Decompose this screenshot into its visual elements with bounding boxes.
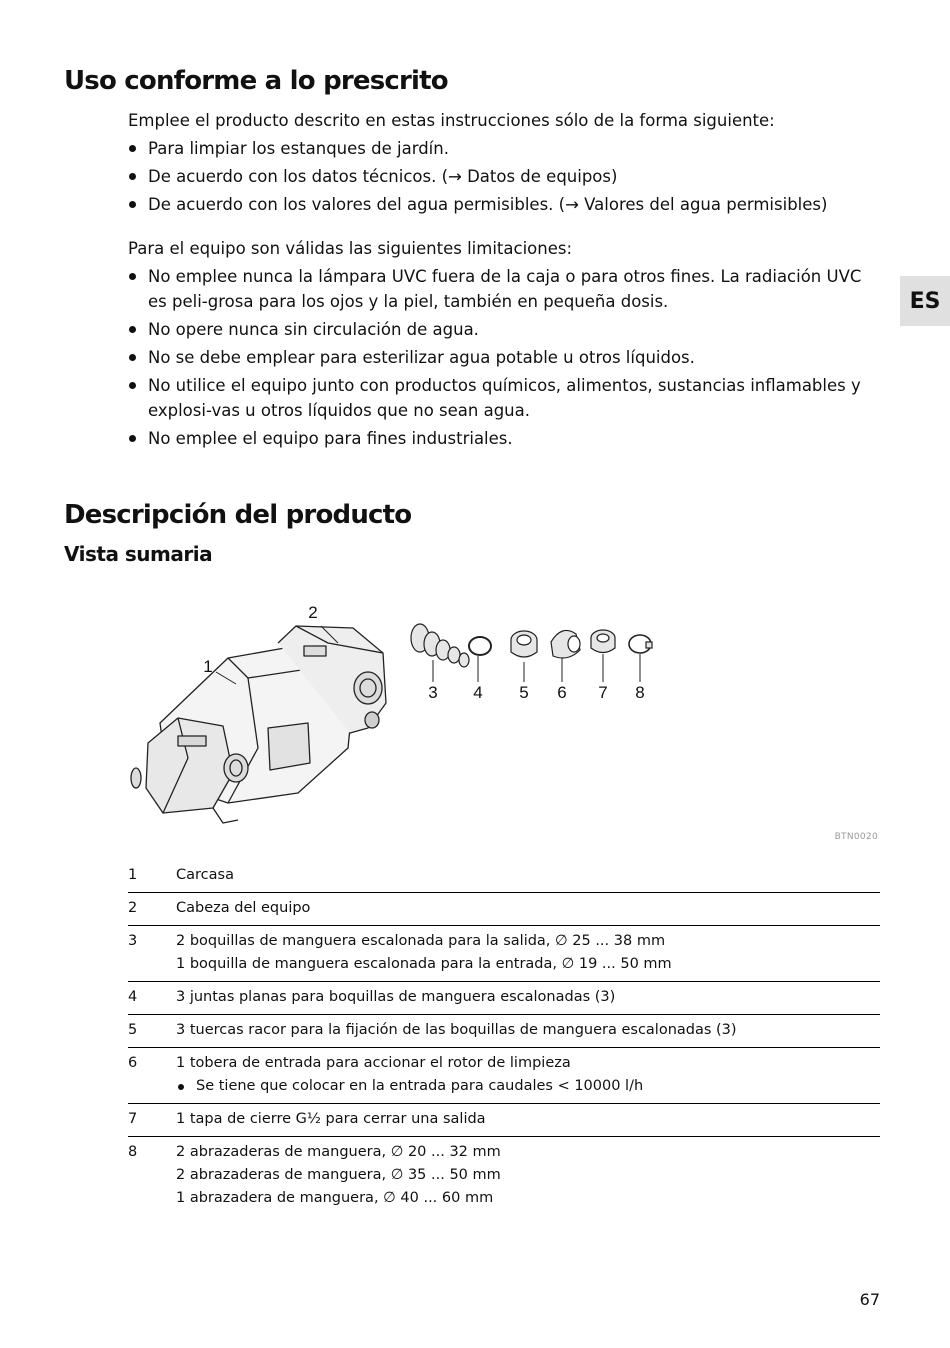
- subsection-title-overview: Vista sumaria: [64, 542, 213, 566]
- bullet-icon: [129, 145, 136, 152]
- table-row: [128, 860, 880, 893]
- part-number: 7: [128, 1104, 176, 1137]
- sealing-cap-icon: [591, 630, 615, 653]
- table-row: [128, 1015, 880, 1048]
- callout-3: 3: [428, 683, 438, 702]
- part-description: Carcasa: [176, 867, 234, 883]
- part-description: 3 juntas planas para boquillas de manguera escalonadas (3): [176, 982, 880, 1015]
- table-row: [128, 1048, 880, 1104]
- limitations-intro: Para el equipo son válidas las siguientes limitaciones:: [128, 239, 573, 258]
- callout-1: 1: [203, 657, 213, 676]
- callout-7: 7: [598, 683, 608, 702]
- bullet-icon: [129, 435, 136, 442]
- inlet-nozzle-icon: [551, 630, 580, 658]
- page-number: 67: [859, 1290, 880, 1309]
- callout-4: 4: [473, 683, 483, 702]
- callout-5: 5: [519, 683, 529, 702]
- language-tab: ES: [900, 276, 950, 326]
- intended-use-list: [128, 136, 880, 217]
- parts-table: [128, 860, 880, 1215]
- product-overview-figure: [128, 598, 668, 834]
- stepped-hose-nozzle-icon: [411, 624, 469, 667]
- callout-2: 2: [308, 603, 318, 622]
- bullet-icon: [129, 382, 136, 389]
- intended-use-intro: Emplee el producto descrito en estas instrucciones sólo de la forma siguiente:: [128, 111, 775, 130]
- section-title-product-description: Descripción del producto: [64, 500, 412, 530]
- bullet-icon: [129, 326, 136, 333]
- part-number: 1: [128, 867, 138, 883]
- union-nut-icon: [511, 631, 537, 657]
- figure-code: BTN0020: [834, 832, 878, 842]
- part-number: 8: [128, 1137, 176, 1216]
- part-description: 1 tobera de entrada para accionar el rotor de limpieza Se tiene que colocar en la entrada para caudales < 10000 l/h: [176, 1048, 880, 1104]
- callout-6: 6: [557, 683, 567, 702]
- bullet-icon: [129, 354, 136, 361]
- bullet-icon: [129, 173, 136, 180]
- table-row: [128, 893, 880, 926]
- part-number: 3: [128, 926, 176, 982]
- list-item: No opere nunca sin circulación de agua.: [128, 317, 880, 342]
- table-row: [128, 982, 880, 1015]
- part-description: 2 boquillas de manguera escalonada para la salida, ∅ 25 ... 38 mm 1 boquilla de manguera escalonada para la entrada, ∅ 19 ... 50 mm: [176, 926, 880, 982]
- device-illustration: [131, 626, 386, 823]
- list-item: Para limpiar los estanques de jardín.: [128, 136, 880, 161]
- hose-clamp-icon: [629, 635, 652, 653]
- table-row: [128, 1104, 880, 1137]
- part-number: 2: [128, 893, 176, 926]
- flat-seal-icon: [469, 637, 491, 655]
- table-row: [128, 926, 880, 982]
- section-title-intended-use: Uso conforme a lo prescrito: [64, 66, 448, 96]
- bullet-icon: [129, 201, 136, 208]
- part-description: Cabeza del equipo: [176, 893, 880, 926]
- list-item: No emplee nunca la lámpara UVC fuera de la caja o para otros fines. La radiación UVC es peli-grosa para los ojos y la piel, también en pequeña dosis.: [128, 264, 880, 314]
- list-item: De acuerdo con los valores del agua permisibles. (→ Valores del agua permisibles): [128, 192, 880, 217]
- part-number: 6: [128, 1048, 176, 1104]
- callout-8: 8: [635, 683, 645, 702]
- list-item: No utilice el equipo junto con productos químicos, alimentos, sustancias inflamables y explosi-vas u otros líquidos que no sean agua.: [128, 373, 880, 423]
- part-description: 1 tapa de cierre G½ para cerrar una salida: [176, 1104, 880, 1137]
- bullet-icon: [129, 273, 136, 280]
- limitations-list: [128, 264, 880, 451]
- part-number: 5: [128, 1015, 176, 1048]
- list-item: De acuerdo con los datos técnicos. (→ Datos de equipos): [128, 164, 880, 189]
- list-item: No emplee el equipo para fines industriales.: [128, 426, 880, 451]
- list-item: No se debe emplear para esterilizar agua potable u otros líquidos.: [128, 345, 880, 370]
- bullet-icon: [178, 1084, 184, 1090]
- part-description: 3 tuercas racor para la fijación de las boquillas de manguera escalonadas (3): [176, 1015, 880, 1048]
- part-description: 2 abrazaderas de manguera, ∅ 20 ... 32 mm 2 abrazaderas de manguera, ∅ 35 ... 50 mm 1 abrazadera de manguera, ∅ 40 ... 60 mm: [176, 1137, 880, 1216]
- accessories-illustration: [411, 624, 652, 667]
- part-number: 4: [128, 982, 176, 1015]
- table-row: [128, 1137, 880, 1216]
